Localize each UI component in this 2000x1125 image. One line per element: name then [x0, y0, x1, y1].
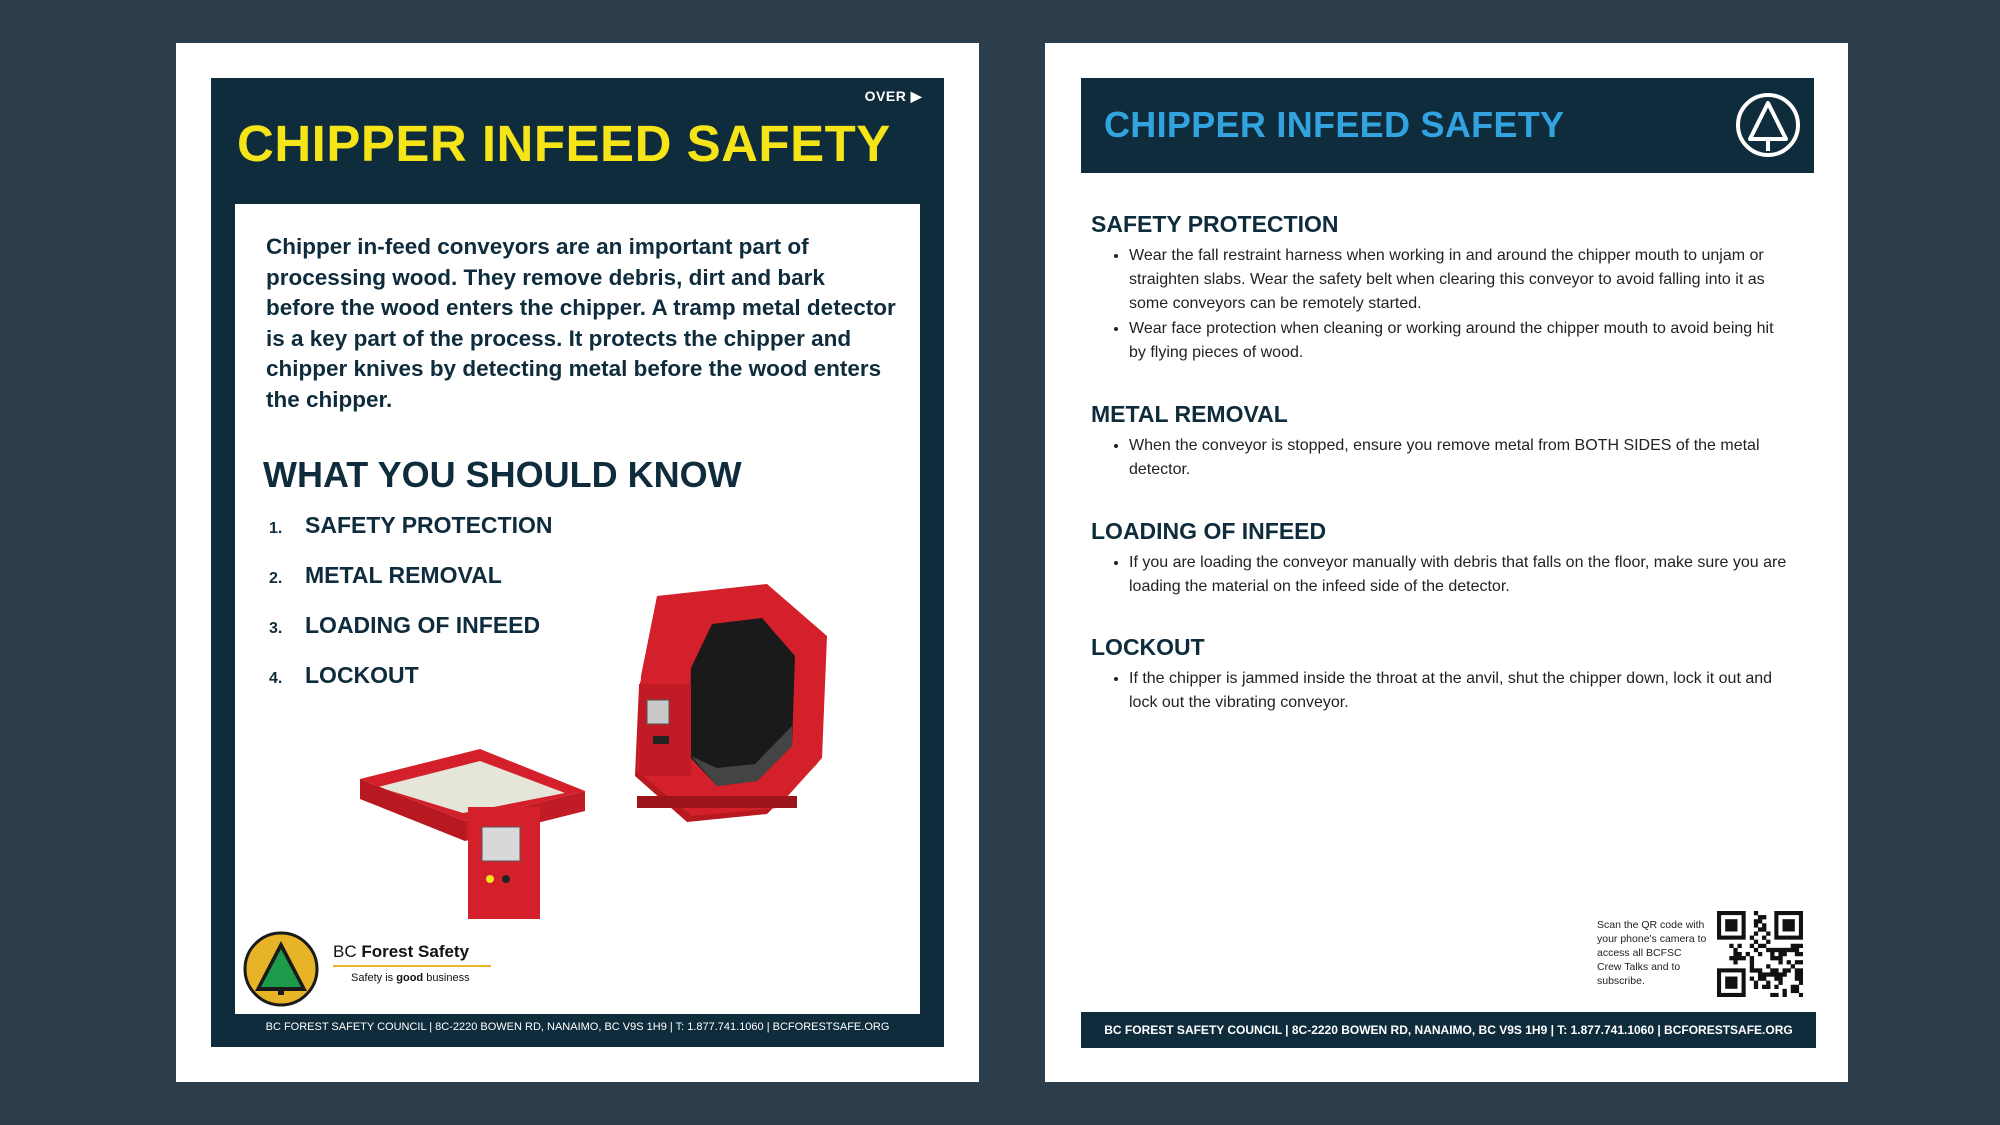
bullet-list — [1091, 667, 1791, 715]
know-item-number: 4. — [269, 670, 283, 687]
intro-paragraph: Chipper in-feed conveyors are an important part of processing wood. They remove debris, dirt and bark before the wood enters the chipper. A tramp metal detector is a key part of the process. It protects the chipper and chipper knives by detecting metal before the wood enters the chipper. — [266, 234, 896, 412]
bullet-list — [1091, 434, 1791, 482]
section-heading: METAL REMOVAL — [1091, 401, 1288, 427]
front-content-panel — [235, 204, 920, 1014]
front-frame — [211, 78, 944, 1047]
over-link[interactable]: OVER ▶ — [864, 88, 922, 104]
bullet-item: • If you are loading the conveyor manually with debris that falls on the floor, make sure you are loading the material on the infeed side of the detector. — [1129, 551, 1791, 599]
brand-underline — [333, 965, 491, 967]
section-heading: LOADING OF INFEED — [1091, 518, 1327, 544]
know-list — [269, 512, 553, 712]
bcfs-tree-icon — [1734, 91, 1802, 159]
know-item — [269, 662, 553, 712]
brand-name — [333, 942, 469, 962]
know-item-label: LOADING OF INFEED — [305, 612, 541, 638]
section-metal-removal — [1091, 401, 1791, 483]
tagline-pre: Safety is — [351, 972, 397, 984]
bullet-item: • When the conveyor is stopped, ensure you remove metal from BOTH SIDES of the metal detector. — [1129, 434, 1791, 482]
infeed-conveyor-image — [350, 729, 590, 929]
back-header — [1081, 78, 1814, 173]
know-item-number: 3. — [269, 620, 283, 637]
metal-detector-image — [617, 576, 847, 831]
bcfs-logo-icon — [243, 931, 319, 1007]
know-item-number: 1. — [269, 520, 283, 537]
bullet-item: • If the chipper is jammed inside the throat at the anvil, shut the chipper down, lock it out and lock out the vibrating conveyor. — [1129, 667, 1791, 715]
know-item — [269, 512, 553, 562]
brand-bold: Forest Safety — [361, 942, 470, 961]
tagline-post: business — [423, 972, 470, 984]
know-item-number: 2. — [269, 570, 283, 587]
front-footer: BC FOREST SAFETY COUNCIL | 8C-2220 BOWEN RD, NANAIMO, BC V9S 1H9 | T: 1.877.741.1060 | BCFORESTSAFE.ORG — [265, 1021, 890, 1033]
front-title: CHIPPER INFEED SAFETY — [237, 115, 891, 172]
brand-tagline — [351, 972, 470, 984]
know-item-label: LOCKOUT — [305, 662, 419, 688]
bullet-item: • Wear the fall restraint harness when working in and around the chipper mouth to unjam or straighten slabs. Wear the safety belt when clearing this conveyor to avoid falling into it as some conveyors can be remotely started. — [1129, 244, 1791, 316]
bullet-list — [1091, 551, 1791, 599]
know-item — [269, 612, 553, 662]
section-heading: LOCKOUT — [1091, 634, 1205, 660]
section-safety-protection — [1091, 211, 1791, 366]
know-item-label: SAFETY PROTECTION — [305, 512, 553, 538]
know-heading: WHAT YOU SHOULD KNOW — [263, 454, 742, 495]
front-page — [176, 43, 979, 1082]
section-loading-of-infeed — [1091, 518, 1791, 600]
know-item-label: METAL REMOVAL — [305, 562, 502, 588]
back-footer: BC FOREST SAFETY COUNCIL | 8C-2220 BOWEN RD, NANAIMO, BC V9S 1H9 | T: 1.877.741.1060 | BCFORESTSAFE.ORG — [1081, 1012, 1816, 1048]
qr-caption: Scan the QR code with your phone's camera to access all BCFSC Crew Talks and to subscribe. — [1597, 919, 1707, 987]
know-item — [269, 562, 553, 612]
back-page — [1045, 43, 1848, 1082]
back-title: CHIPPER INFEED SAFETY — [1104, 104, 1565, 145]
section-heading: SAFETY PROTECTION — [1091, 211, 1339, 237]
section-lockout — [1091, 634, 1791, 716]
qr-code-icon[interactable] — [1717, 911, 1803, 997]
bullet-item: • Wear face protection when cleaning or working around the chipper mouth to avoid being hit by flying pieces of wood. — [1129, 317, 1791, 365]
brand-prefix: BC — [333, 942, 362, 961]
tagline-bold: good — [396, 972, 424, 984]
bullet-list — [1091, 244, 1791, 365]
